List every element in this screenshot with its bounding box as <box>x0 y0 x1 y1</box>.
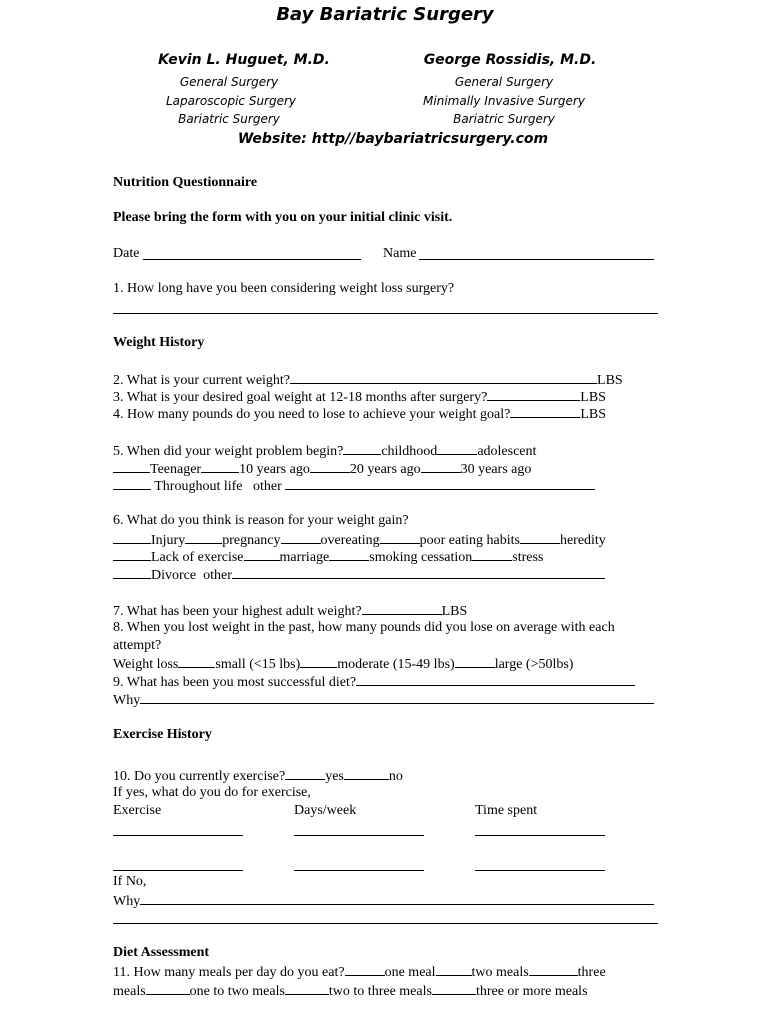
doctor1-spec2: Laparoscopic Surgery <box>165 94 297 108</box>
doctor2-name: George Rossidis, M.D. <box>423 52 597 68</box>
days-field-1[interactable] <box>294 835 424 836</box>
one-to-two-option: one to two meals <box>189 984 285 999</box>
question-1: 1. How long have you been considering weight loss surgery? <box>113 281 455 296</box>
marriage-check[interactable] <box>244 547 280 561</box>
three-meals-check[interactable] <box>529 962 578 976</box>
large-check[interactable] <box>455 654 495 668</box>
injury-check[interactable] <box>113 530 151 544</box>
two-to-three-option: two to three meals <box>328 984 432 999</box>
throughout-life-option: Throughout life other <box>151 479 286 494</box>
divorce-check[interactable] <box>113 565 151 579</box>
pregnancy-option: pregnancy <box>222 533 281 548</box>
injury-option: Injury <box>151 533 186 548</box>
teenager-option: Teenager <box>150 462 202 477</box>
time-field-1[interactable] <box>475 835 605 836</box>
moderate-check[interactable] <box>300 654 337 668</box>
question-6: 6. What do you think is reason for your weight gain? <box>113 513 409 528</box>
lbs-unit: LBS <box>580 407 607 422</box>
pounds-to-lose-field[interactable] <box>510 404 580 418</box>
form-title: Nutrition Questionnaire <box>113 175 258 190</box>
question-9-label: 9. What has been you most successful diet? <box>113 675 357 690</box>
highest-weight-field[interactable] <box>362 601 442 615</box>
successful-diet-field[interactable] <box>356 672 635 686</box>
question-10-label: 10. Do you currently exercise? <box>113 769 286 784</box>
why-exercise-field[interactable] <box>140 891 654 905</box>
doctor1-spec3: Bariatric Surgery <box>178 112 280 126</box>
heredity-check[interactable] <box>520 530 560 544</box>
small-option: small (<15 lbs) <box>215 657 301 672</box>
date-field[interactable] <box>143 259 361 260</box>
why-label: Why <box>113 894 141 909</box>
exercise-field-1[interactable] <box>113 835 243 836</box>
pregnancy-check[interactable] <box>185 530 222 544</box>
meals-label: meals <box>113 984 146 999</box>
childhood-option: childhood <box>381 444 438 459</box>
doctor2-spec2: Minimally Invasive Surgery <box>423 94 585 108</box>
date-label: Date <box>113 246 140 261</box>
exercise-no-check[interactable] <box>344 766 389 780</box>
adolescent-option: adolescent <box>477 444 537 459</box>
stress-check[interactable] <box>472 547 512 561</box>
if-yes-text: If yes, what do you do for exercise, <box>113 785 311 800</box>
other-reason-field[interactable] <box>285 476 595 490</box>
lbs-unit: LBS <box>441 604 468 619</box>
ten-years-check[interactable] <box>201 459 239 473</box>
twenty-years-option: 20 years ago <box>349 462 421 477</box>
days-field-2[interactable] <box>294 870 424 871</box>
diet-assessment-heading: Diet Assessment <box>113 945 210 960</box>
time-field-2[interactable] <box>475 870 605 871</box>
form-instruction: Please bring the form with you on your initial clinic visit. <box>113 210 453 225</box>
question-4-label: 4. How many pounds do you need to lose to achieve your weight goal? <box>113 407 511 422</box>
name-field[interactable] <box>419 259 654 260</box>
exercise-yes-check[interactable] <box>285 766 325 780</box>
question-5 <box>113 441 536 460</box>
lbs-unit: LBS <box>580 390 606 405</box>
why-diet-field[interactable] <box>140 690 654 704</box>
if-no-text: If No, <box>113 874 147 889</box>
poor-eating-option: poor eating habits <box>419 533 520 548</box>
poor-eating-check[interactable] <box>380 530 420 544</box>
current-weight-field[interactable] <box>290 370 597 384</box>
name-label: Name <box>383 246 417 261</box>
one-meal-option: one meal <box>384 965 436 980</box>
thirty-years-option: 30 years ago <box>460 462 532 477</box>
weight-loss-label: Weight loss <box>113 657 179 672</box>
question-5-row3 <box>113 476 595 495</box>
large-option: large (>50lbs) <box>494 657 574 672</box>
question-10 <box>113 766 403 785</box>
question-9 <box>113 672 635 691</box>
small-check[interactable] <box>178 654 215 668</box>
lack-exercise-option: Lack of exercise <box>151 550 244 565</box>
col-time: Time spent <box>475 803 538 818</box>
no-option: no <box>388 769 403 784</box>
q1-answer-line[interactable] <box>113 313 658 314</box>
twenty-years-check[interactable] <box>310 459 350 473</box>
adolescent-check[interactable] <box>437 441 477 455</box>
teenager-check[interactable] <box>113 459 150 473</box>
question-5-label: 5. When did your weight problem begin? <box>113 444 344 459</box>
question-3-label: 3. What is your desired goal weight at 12-18 months after surgery? <box>113 390 488 405</box>
two-meals-option: two meals <box>471 965 529 980</box>
doctor2-spec3: Bariatric Surgery <box>453 112 555 126</box>
three-meals-option: three <box>577 965 606 980</box>
clinic-title: Bay Bariatric Surgery <box>276 4 494 25</box>
heredity-option: heredity <box>559 533 606 548</box>
why-exercise-line-2[interactable] <box>113 923 658 924</box>
doctor2-spec1: General Surgery <box>454 75 554 89</box>
why-label: Why <box>113 693 141 708</box>
lbs-unit: LBS <box>597 373 623 388</box>
weight-history-heading: Weight History <box>113 335 205 350</box>
why-exercise <box>113 891 654 910</box>
doctor1-name: Kevin L. Huguet, M.D. <box>158 52 330 68</box>
overeating-check[interactable] <box>281 530 321 544</box>
question-7 <box>113 601 467 620</box>
overeating-option: overeating <box>320 533 380 548</box>
question-11-row2 <box>113 981 588 1000</box>
goal-weight-field[interactable] <box>487 387 580 401</box>
why-diet <box>113 690 654 709</box>
lack-exercise-check[interactable] <box>113 547 151 561</box>
smoking-check[interactable] <box>329 547 369 561</box>
one-to-two-check[interactable] <box>146 981 190 995</box>
question-8-line2: attempt? <box>113 638 162 653</box>
two-meals-check[interactable] <box>436 962 472 976</box>
question-4 <box>113 404 606 423</box>
smoking-option: smoking cessation <box>369 550 473 565</box>
question-11-label: 11. How many meals per day do you eat? <box>113 965 345 980</box>
childhood-check[interactable] <box>343 441 381 455</box>
question-11 <box>113 962 606 981</box>
divorce-option: Divorce other <box>151 568 232 583</box>
question-6-row2 <box>113 547 543 566</box>
exercise-field-2[interactable] <box>113 870 243 871</box>
thirty-years-check[interactable] <box>421 459 461 473</box>
three-or-more-option: three or more meals <box>475 984 588 999</box>
website-link[interactable]: Website: http//baybariatricsurgery.com <box>237 131 549 147</box>
exercise-history-heading: Exercise History <box>113 727 212 742</box>
three-or-more-check[interactable] <box>432 981 476 995</box>
col-days: Days/week <box>294 803 357 818</box>
question-8-line1: 8. When you lost weight in the past, how many pounds did you lose on average with each <box>113 620 615 635</box>
other-gain-field[interactable] <box>232 565 605 579</box>
question-8-options <box>113 654 573 673</box>
question-6-row3 <box>113 565 605 584</box>
two-to-three-check[interactable] <box>285 981 329 995</box>
one-meal-check[interactable] <box>345 962 385 976</box>
stress-option: stress <box>512 550 544 565</box>
moderate-option: moderate (15-49 lbs) <box>337 657 455 672</box>
ten-years-option: 10 years ago <box>239 462 310 477</box>
col-exercise: Exercise <box>113 803 162 818</box>
marriage-option: marriage <box>279 550 330 565</box>
throughout-life-check[interactable] <box>113 476 151 490</box>
question-7-label: 7. What has been your highest adult weight? <box>113 604 362 619</box>
yes-option: yes <box>325 769 344 784</box>
doctor1-spec1: General Surgery <box>179 75 279 89</box>
question-2-label: 2. What is your current weight? <box>113 373 291 388</box>
